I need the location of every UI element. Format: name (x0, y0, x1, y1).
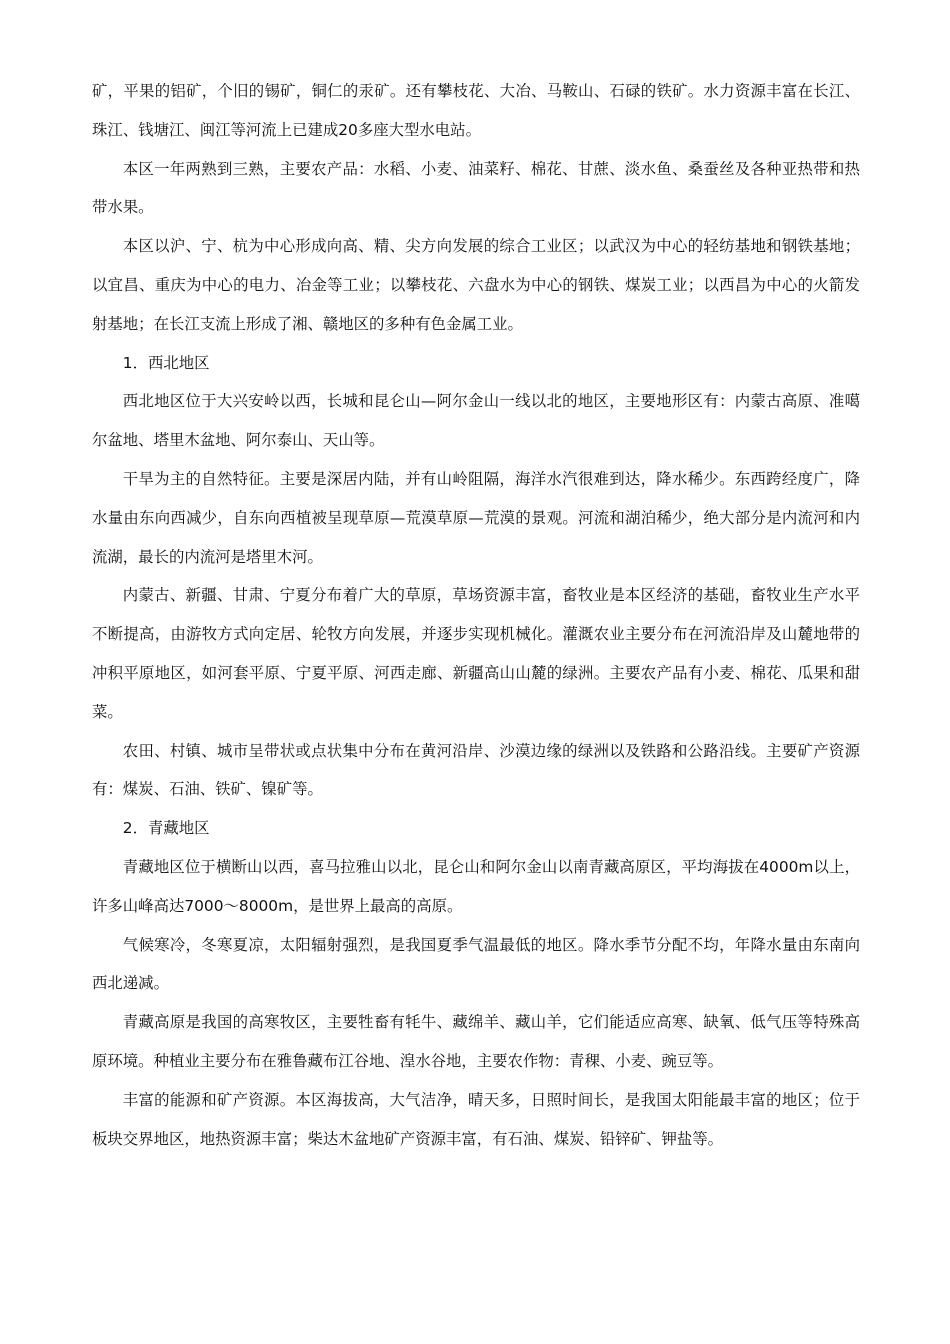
document-page (92, 72, 860, 1158)
paragraph-qingzang-location: 青藏地区位于横断山以西，喜马拉雅山以北，昆仑山和阿尔金山以南青藏高原区，平均海拔在4000m以上，许多山峰高达7000～8000m，是世界上最高的高原。 (92, 857, 860, 915)
paragraph-industry: 本区以沪、宁、杭为中心形成向高、精、尖方向发展的综合工业区；以武汉为中心的轻纺基地和钢铁基地；以宜昌、重庆为中心的电力、冶金等工业；以攀枝花、六盘水为中心的钢铁、煤炭工业；以西昌为中心的火箭发射基地；在长江支流上形成了湘、赣地区的多种有色金属工业。 (92, 237, 860, 333)
paragraph-qingzang-pastoral: 青藏高原是我国的高寒牧区，主要牲畜有牦牛、藏绵羊、藏山羊，它们能适应高寒、缺氧、低气压等特殊高原环境。种植业主要分布在雅鲁藏布江谷地、湟水谷地，主要农作物：青稞、小麦、豌豆等。 (92, 1013, 860, 1070)
section-heading-northwest: 1．西北地区 (122, 353, 210, 372)
paragraph-minerals-continued: 矿，平果的铝矿，个旧的锡矿，铜仁的汞矿。还有攀枝花、大冶、马鞍山、石碌的铁矿。水力资源丰富在长江、珠江、钱塘江、闽江等河流上已建成20多座大型水电站。 (92, 82, 860, 139)
paragraph-northwest-climate: 干旱为主的自然特征。主要是深居内陆，并有山岭阻隔，海洋水汽很难到达，降水稀少。东西跨经度广，降水量由东向西减少，自东向西植被呈现草原—荒漠草原—荒漠的景观。河流和湖泊稀少，绝大部分是内流河和内流湖，最长的内流河是塔里木河。 (92, 469, 860, 566)
paragraph-northwest-location: 西北地区位于大兴安岭以西，长城和昆仑山—阿尔金山一线以北的地区，主要地形区有：内蒙古高原、准噶尔盆地、塔里木盆地、阿尔泰山、天山等。 (92, 392, 860, 450)
paragraph-qingzang-climate: 气候寒冷，冬寒夏凉，太阳辐射强烈，是我国夏季气温最低的地区。降水季节分配不均，年降水量由东南向西北递减。 (92, 935, 860, 993)
paragraph-northwest-economy: 内蒙古、新疆、甘肃、宁夏分布着广大的草原，草场资源丰富，畜牧业是本区经济的基础，畜牧业生产水平不断提高，由游牧方式向定居、轮牧方向发展，并逐步实现机械化。灌溉农业主要分布在河流沿岸及山麓地带的冲积平原地区，如河套平原、宁夏平原、河西走廊、新疆高山山麓的绿洲。主要农产品有小麦、棉花、瓜果和甜菜。 (92, 586, 860, 721)
paragraph-qingzang-resources: 丰富的能源和矿产资源。本区海拔高，大气洁净，晴天多，日照时间长，是我国太阳能最丰富的地区；位于板块交界地区，地热资源丰富；柴达木盆地矿产资源丰富，有石油、煤炭、铅锌矿、钾盐等。 (92, 1090, 860, 1148)
section-heading-qingzang: 2．青藏地区 (122, 819, 210, 838)
paragraph-northwest-settlement: 农田、村镇、城市呈带状或点状集中分布在黄河沿岸、沙漠边缘的绿洲以及铁路和公路沿线。主要矿产资源有：煤炭、石油、铁矿、镍矿等。 (92, 741, 860, 799)
paragraph-agriculture: 本区一年两熟到三熟，主要农产品：水稻、小麦、油菜籽、棉花、甘蔗、淡水鱼、桑蚕丝及各种亚热带和热带水果。 (92, 159, 860, 217)
